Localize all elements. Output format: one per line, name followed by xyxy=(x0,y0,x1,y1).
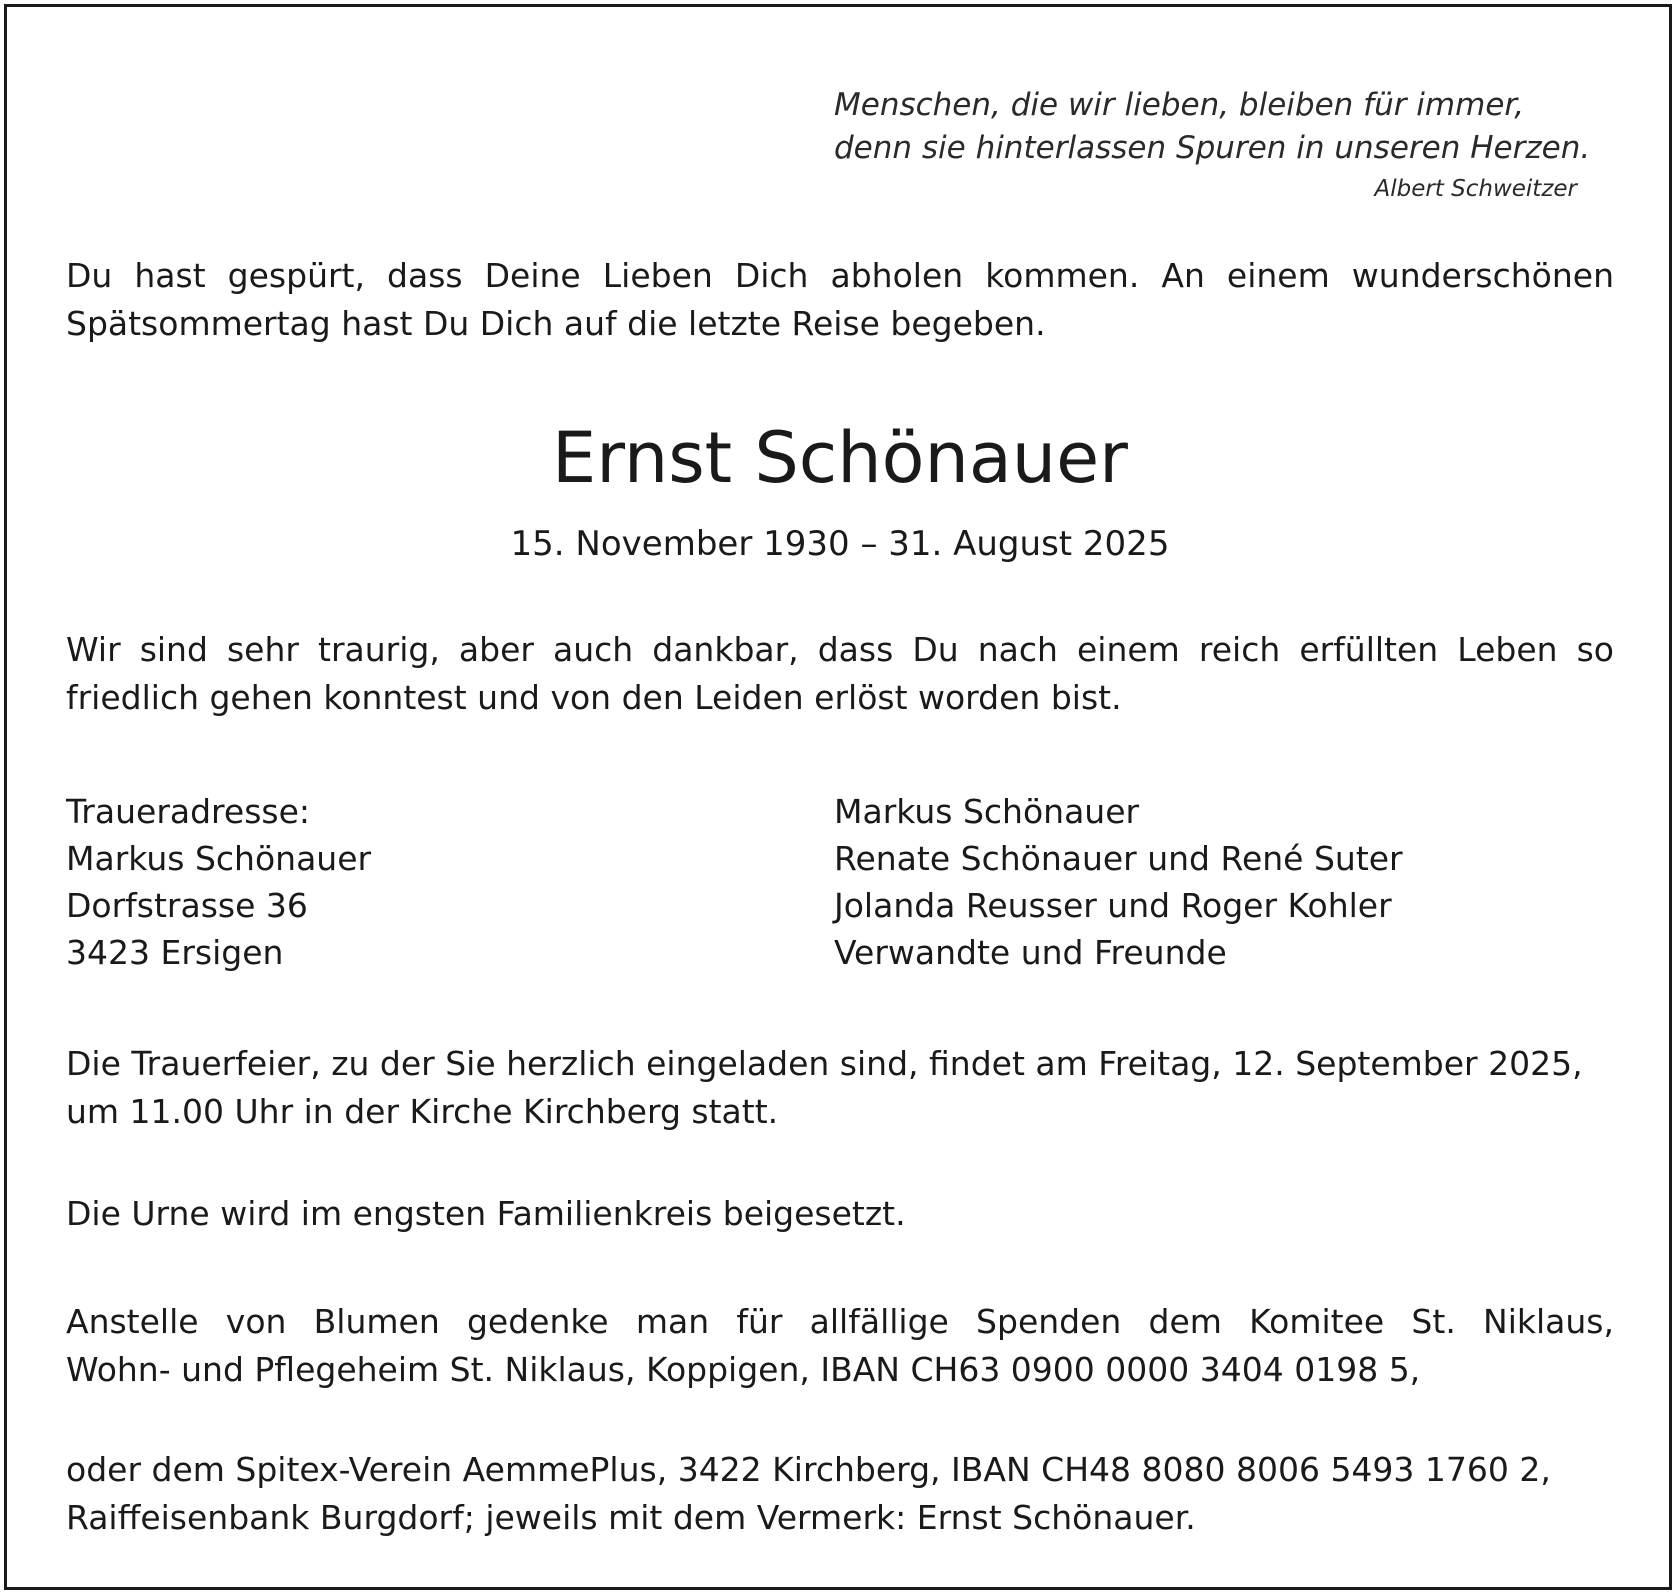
ceremony-paragraph xyxy=(66,1040,1614,1136)
ceremony-line: um 11.00 Uhr in der Kirche Kirchberg statt. xyxy=(66,1092,779,1131)
mourning-address xyxy=(66,788,371,976)
mourning-address-name: Markus Schönauer xyxy=(66,839,372,878)
mourning-address-city: 3423 Ersigen xyxy=(66,933,284,972)
donations-alt-line: Raiffeisenbank Burgdorf; jeweils mit dem Vermerk: Ernst Schönauer. xyxy=(66,1498,1196,1537)
life-dates: 15. November 1930 – 31. August 2025 xyxy=(510,524,1170,564)
donations-alt-line: oder dem Spitex-Verein AemmePlus, 3422 Kirchberg, IBAN CH48 8080 8006 5493 1760 2, xyxy=(66,1450,1551,1489)
donations-alt-paragraph xyxy=(66,1446,1614,1542)
quote-author: Albert Schweitzer xyxy=(1374,176,1577,202)
mourner: Renate Schönauer und René Suter xyxy=(834,839,1403,878)
quote xyxy=(834,84,1594,170)
urn-line: Die Urne wird im engsten Familienkreis beigesetzt. xyxy=(66,1194,906,1233)
quote-line: Menschen, die wir lieben, bleiben für immer, xyxy=(834,87,1525,123)
donations-line: Wohn- und Pflegeheim St. Niklaus, Koppigen, IBAN CH63 0900 0000 3404 0198 5, xyxy=(66,1350,1421,1389)
mourner: Verwandte und Freunde xyxy=(834,933,1227,972)
ceremony-line: Die Trauerfeier, zu der Sie herzlich eingeladen sind, findet am Freitag, 12. September 2025, xyxy=(66,1044,1583,1083)
mourning-address-street: Dorfstrasse 36 xyxy=(66,886,308,925)
deceased-name: Ernst Schönauer xyxy=(552,417,1128,499)
urn-paragraph xyxy=(66,1190,1614,1238)
mourner: Jolanda Reusser und Roger Kohler xyxy=(834,886,1392,925)
donations-line: Anstelle von Blumen gedenke man für allfällige Spenden dem Komitee St. Niklaus, xyxy=(66,1302,1614,1341)
intro-paragraph xyxy=(66,252,1614,348)
intro-line: Spätsommertag hast Du Dich auf die letzte Reise begeben. xyxy=(66,304,1046,343)
gratitude-line: Wir sind sehr traurig, aber auch dankbar, dass Du nach einem reich erfüllten Leben so xyxy=(66,630,1614,669)
donations-paragraph xyxy=(66,1298,1614,1394)
gratitude-paragraph xyxy=(66,626,1614,722)
gratitude-line: friedlich gehen konntest und von den Leiden erlöst worden bist. xyxy=(66,678,1122,717)
intro-line: Du hast gespürt, dass Deine Lieben Dich abholen kommen. An einem wunderschönen xyxy=(66,256,1614,295)
mourner: Markus Schönauer xyxy=(834,792,1140,831)
mourning-address-label: Traueradresse: xyxy=(66,792,311,831)
mourners-list xyxy=(834,788,1403,976)
quote-line: denn sie hinterlassen Spuren in unseren Herzen. xyxy=(834,130,1591,166)
